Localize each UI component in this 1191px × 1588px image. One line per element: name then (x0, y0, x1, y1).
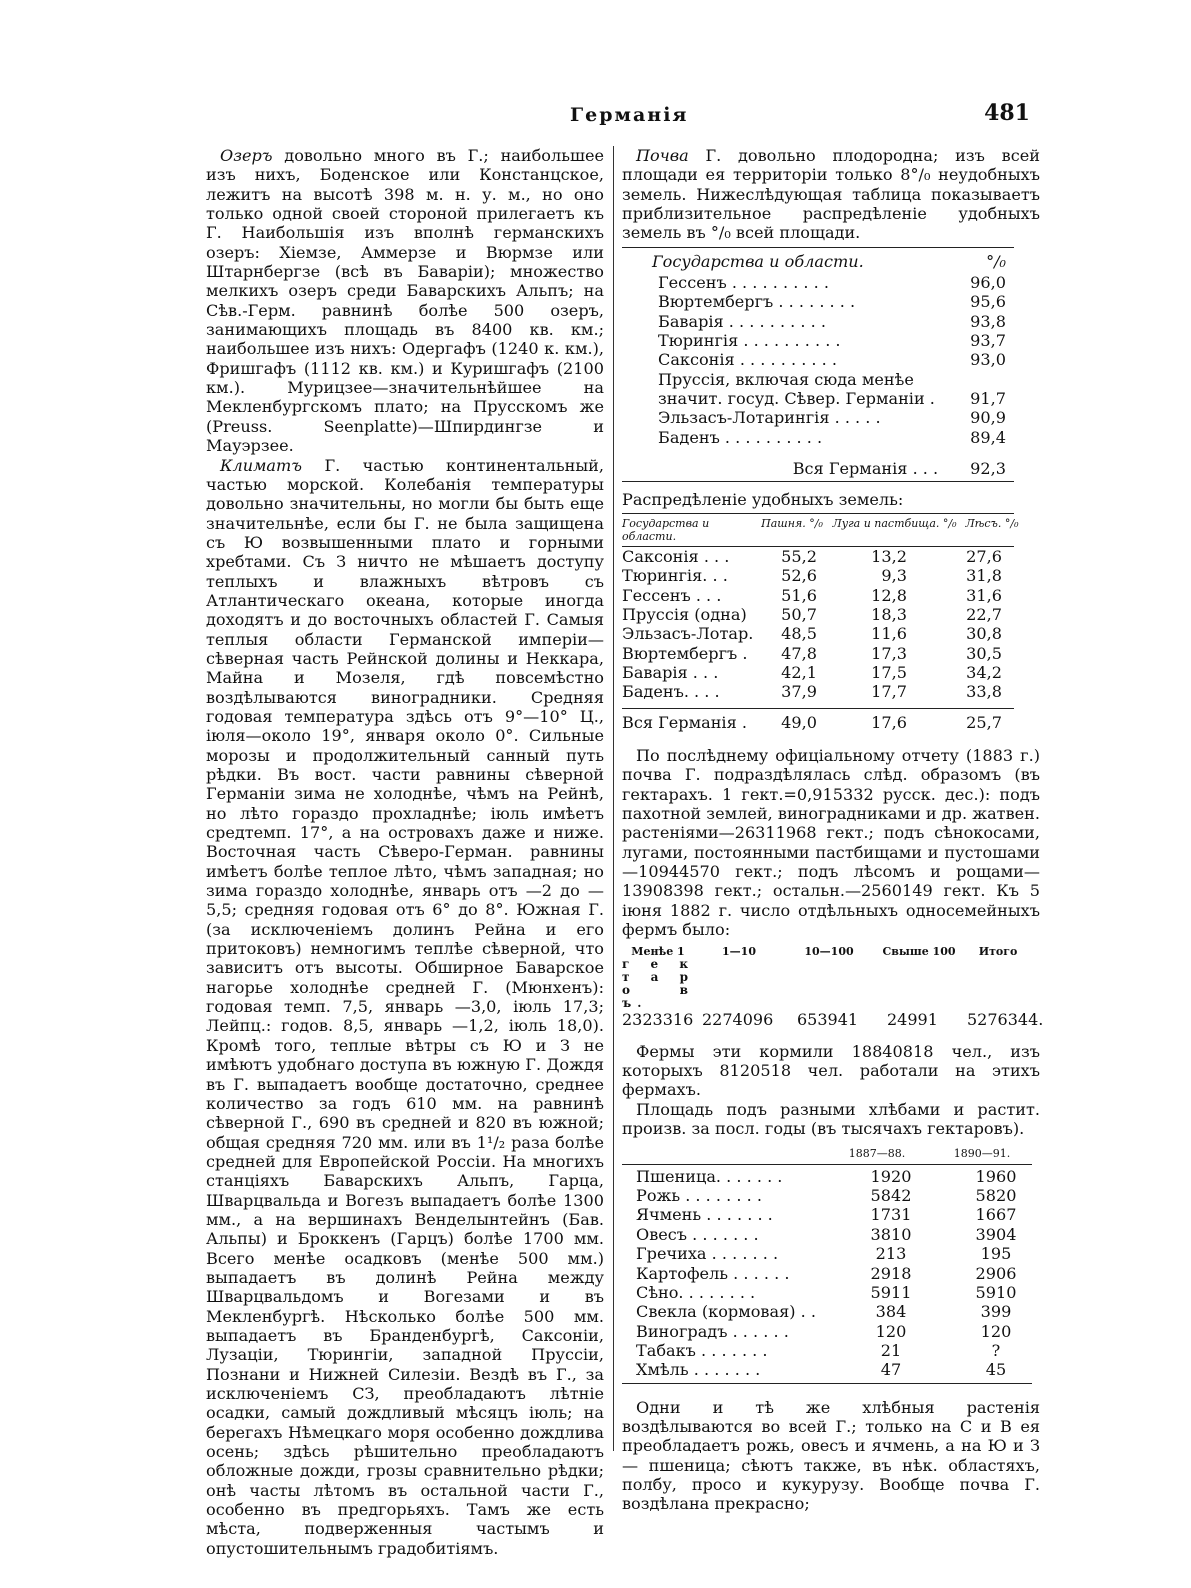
farm-count: 2323316 (622, 1010, 694, 1030)
cell-value: 49,0 (781, 712, 817, 732)
table-row (636, 1322, 1032, 1341)
arable-land-table (622, 247, 1014, 482)
area-value: 2906 (975, 1263, 1017, 1283)
running-title: Германія (570, 104, 689, 126)
cell-value: 17,3 (871, 643, 907, 663)
region-name: Эльзасъ-Лотарингія . . . . . (658, 408, 881, 428)
column-head: 1—10 (722, 945, 756, 959)
table-row (622, 350, 1014, 369)
cell-value: 18,3 (871, 604, 907, 624)
crop-name: Сѣно. . . . . . . . (636, 1282, 756, 1302)
area-value: 3810 (870, 1224, 912, 1244)
table-total-row (622, 708, 1014, 732)
table-row (622, 644, 1014, 663)
cell-value: 34,2 (966, 662, 1002, 682)
region-name: Гессенъ . . . . . . . . . . (658, 273, 830, 293)
region-name: Вюртембергъ . (622, 643, 748, 663)
area-value: 399 (980, 1302, 1012, 1322)
cell-value: 9,3 (881, 566, 907, 586)
table-row (636, 1264, 1032, 1283)
land-distribution-table (622, 513, 1019, 732)
farm-count: 2274096 (702, 1010, 774, 1030)
area-value: 1667 (975, 1205, 1017, 1225)
cell-value: 31,6 (966, 585, 1002, 605)
cell-value: 42,1 (781, 662, 817, 682)
percent-value: 96,0 (970, 273, 1006, 293)
official-report-paragraph: По послѣднему офиціальному отчету (1883 г.) почва Г. подраздѣлялась слѣд. образомъ (въ гектарахъ. 1 гект.=0,915332 русск. дес.): подъ пахотной землей, виноградниками и др. жатвен. растеніями—26311968 гект.; подъ сѣнокосами, лугами, постоянными пастбищами и пустошами—10944570 гект.; подъ лѣсомъ и рощами—13908398 гект.; остальн.—2560149 гект. Къ 5 іюня 1882 г. число отдѣльныхъ односемейныхъ фермъ было: (622, 745, 1040, 940)
column-divider (613, 146, 614, 1451)
cell-value: 27,6 (966, 546, 1002, 566)
unit-label: г е к т а р о в ъ. (622, 957, 694, 1011)
region-name: Вся Германія . (622, 712, 747, 732)
page-header (210, 100, 1040, 130)
area-value: 5820 (975, 1186, 1017, 1206)
right-column (622, 146, 1044, 1514)
region-name: Баденъ . . . . . . . . . . (658, 427, 823, 447)
closing-paragraph: Одни и тѣ же хлѣбныя растенія воздѣлываются во всей Г.; только на С и В ея преобладаетъ рожь, овесъ и ячмень, а на Ю и З — пшеница; сѣютъ также, въ нѣк. областяхъ, полбу, просо и кукурузу. Вообще почва Г. воздѣлана прекрасно; (622, 1397, 1040, 1514)
left-column (206, 146, 604, 1558)
table-row (622, 605, 1014, 624)
percent-value: 90,9 (970, 408, 1006, 428)
climate-paragraph: Климатъ Г. частью континентальный, частью морской. Колебанія температуры довольно значительны, но могли бы быть еще значительнѣе, если бы Г. не была защищена съ Ю возвышенными плато и горными хребтами. Съ З ничто не мѣшаетъ доступу теплыхъ и влажныхъ вѣтровъ съ Атлантическаго океана, которые иногда доходятъ и до восточныхъ областей Г. Самыя теплыя области Германской имперіи—сѣверная часть Рейнской долины и Неккара, Майна и Мозеля, гдѣ повсемѣстно воздѣлываются виноградники. Средняя годовая температура здѣсь отъ 9°—10° Ц., іюля—около 19°, января около 0°. Сильные морозы и продолжительный санный путь рѣдки. Въ вост. части равнины сѣверной Германіи зима не холоднѣе, чѣмъ на Рейнѣ, но лѣто гораздо прохладнѣе; іюль имѣетъ средтемп. 17°, а на островахъ даже и ниже. Восточная часть Сѣверо-Герман. равнины имѣетъ болѣе теплое лѣто, чѣмъ западная; но зима гораздо холоднѣе, январь отъ —2 до —5,5; средняя годовая отъ 6° до 8°. Южная Г. (за исключеніемъ долинъ Рейна и его притоковъ) немногимъ теплѣе сѣверной, что зависитъ отъ высоты. Обширное Баварское нагорье холоднѣе средней Г. (Мюнхенъ): годовая темп. 7,5, январь —3,0, іюль 17,3; Лейпц.: годов. 8,5, январь —1,2, іюль 18,0). Кромѣ того, теплые вѣтры съ Ю и З не имѣютъ удобнаго доступа въ южную Г. Дождя въ Г. выпадаетъ вообще достаточно, среднее количество за годъ 610 мм. на равнинѣ сѣверной Г., 690 въ средней и 820 въ южной; общая средняя 720 мм. или въ 1¹/₂ раза болѣе средней для Европейской Россіи. На многихъ станціяхъ Баварскихъ Альпъ, Гарца, Шварцвальда и Вогезъ выпадаетъ болѣе 1300 мм., а на вершинахъ Венделынтейнъ (Бав. Альпы) и Броккенъ (Гарцъ) болѣе 1700 мм. Всего менѣе осадковъ (менѣе 500 мм.) выпадаетъ въ долинѣ Рейна между Шварцвальдомъ и Вогезами и въ Мекленбургѣ. Нѣсколько болѣе 500 мм. выпадаетъ въ Бранденбургѣ, Саксоніи, Лузаціи, Тюрингіи, западной Пруссіи, Познани и Нижней Силезіи. Вездѣ въ Г., за исключеніемъ СЗ, преобладаютъ лѣтніе осадки, самый дождливый мѣсяцъ іюль; на берегахъ Нѣмецкаго моря особенно дождлива осень; здѣсь рѣшительно преобладаютъ обложные дожди, грозы сравнительно рѣдки; онѣ часты лѣтомъ въ остальной части Г., особенно въ предгорьяхъ. Тамъ же есть мѣста, подверженныя частымъ и опустошительнымъ градобитіямъ. (206, 455, 604, 1558)
region-name: Баварія . . . (622, 662, 719, 682)
area-value: 1920 (870, 1166, 912, 1186)
region-name: Гессенъ . . . (622, 585, 722, 605)
area-value: 1731 (870, 1205, 912, 1225)
percent-value: 89,4 (970, 427, 1006, 447)
cell-value: 52,6 (781, 566, 817, 586)
cell-value: 31,8 (966, 566, 1002, 586)
column-head: Свыше 100 (882, 945, 956, 959)
area-value: 21 (880, 1340, 902, 1360)
crop-name: Хмѣль . . . . . . . (636, 1360, 761, 1380)
area-value: 5911 (870, 1282, 912, 1302)
percent-value: 93,7 (970, 331, 1006, 351)
area-value: 120 (875, 1321, 907, 1341)
cell-value: 17,5 (871, 662, 907, 682)
table-row (636, 1302, 1032, 1321)
cell-value: 22,7 (966, 604, 1002, 624)
region-name: Тюрингія . . . . . . . . . . (658, 331, 841, 351)
percent-value: 93,8 (970, 311, 1006, 331)
cell-value: 47,8 (781, 643, 817, 663)
area-value: 195 (980, 1244, 1012, 1264)
region-name: Саксонія . . . . . . . . . . (658, 350, 838, 370)
area-value: 1960 (975, 1166, 1017, 1186)
farms-table (622, 945, 1044, 1030)
distribution-title: Распредѣленіе удобныхъ земель: (622, 489, 904, 509)
lakes-paragraph: Озеръ довольно много въ Г.; наибольшее изъ нихъ, Боденское или Констанцское, лежитъ на высотѣ 398 м. н. у. м., но оно только одной своей стороной прилегаетъ къ Г. Наибольшія изъ вполнѣ германскихъ озеръ: Хіемзе, Аммерзе и Вюрмзе или Штарнбергзе (всѣ въ Баваріи); множество мелкихъ озеръ среди Баварскихъ Альпъ; на Сѣв.-Герм. равнинѣ болѣе 500 озеръ, занимающихъ площадь въ 8400 кв. км.; наибольшее изъ нихъ: Одергафъ (1240 к. км.), Фришгафъ (1112 кв. км.) и Куришгафъ (2100 км.). Мурицзее—значительнѣйшее на Мекленбургскомъ плато; на Прусскомъ же (Preuss. Seenplatte)—Шпирдингзе и Мауэрзее. (206, 146, 604, 456)
cell-value: 55,2 (781, 546, 817, 566)
crops-intro: Площадь подъ разными хлѣбами и растит. произв. за посл. годы (въ тысячахъ гектаровъ). (622, 1099, 1040, 1139)
table-header: Государства и области. °/₀ (652, 251, 1006, 271)
table-row (622, 292, 1014, 311)
table-total-row: Вся Германія . . . 92,3 (792, 459, 1006, 479)
area-value: 47 (880, 1360, 902, 1380)
column-head: Итого (978, 945, 1018, 959)
table-row (622, 663, 1014, 682)
cell-value: 17,6 (871, 712, 907, 732)
percent-value: 95,6 (970, 292, 1006, 312)
table-row (622, 331, 1014, 350)
table-row (622, 624, 1014, 643)
region-name: Тюрингія. . . (622, 566, 728, 586)
farm-count: 24991 (887, 1010, 938, 1030)
table-row (622, 586, 1014, 605)
cell-value: 25,7 (966, 712, 1002, 732)
table-header: Государства и области. Пашня. °/₀ Луга и пастбища. °/₀ Лѣсъ. °/₀ (622, 513, 1014, 547)
cell-value: 13,2 (871, 546, 907, 566)
region-name: Баварія . . . . . . . . . . (658, 311, 826, 331)
column-head: 10—100 (804, 945, 854, 959)
table-row (622, 1010, 1044, 1030)
crop-name: Рожь . . . . . . . . (636, 1186, 762, 1206)
area-value: 5910 (975, 1282, 1017, 1302)
cell-value: 11,6 (871, 624, 907, 644)
table-row (636, 1244, 1032, 1263)
table-row (622, 408, 1014, 427)
table-row (636, 1341, 1032, 1360)
table-row (622, 682, 1014, 701)
column-head: Менѣе 1 (631, 945, 685, 959)
table-row (622, 428, 1014, 447)
table-row (636, 1186, 1032, 1205)
table-header: 1887—88. 1890—91. (848, 1147, 1011, 1161)
table-row (636, 1205, 1032, 1224)
page-number: 481 (984, 100, 1030, 126)
cell-value: 12,8 (871, 585, 907, 605)
area-value: 5842 (870, 1186, 912, 1206)
table-row (622, 566, 1014, 585)
crop-name: Виноградъ . . . . . . (636, 1321, 789, 1341)
cell-value: 51,6 (781, 585, 817, 605)
area-value: 45 (985, 1360, 1007, 1380)
area-value: 213 (875, 1244, 907, 1264)
cell-value: 17,7 (871, 682, 907, 702)
farms-paragraph: Фермы эти кормили 18840818 чел., изъ которыхъ 8120518 чел. работали на этихъ фермахъ. (622, 1041, 1040, 1100)
region-name: Эльзасъ-Лотар. (622, 624, 754, 644)
table-row (636, 1225, 1032, 1244)
crop-name: Табакъ . . . . . . . (636, 1340, 768, 1360)
area-value: 384 (875, 1302, 907, 1322)
table-row: значит. госуд. Сѣвер. Германіи . 91,7 (658, 389, 1006, 409)
region-name: Пруссія (одна) (622, 604, 747, 624)
cell-value: 50,7 (781, 604, 817, 624)
area-value: ? (991, 1340, 1001, 1360)
region-name: Саксонія . . . (622, 546, 730, 566)
table-row (622, 273, 1014, 292)
cell-value: 37,9 (781, 682, 817, 702)
area-value: 2918 (870, 1263, 912, 1283)
cell-value: 48,5 (781, 624, 817, 644)
crop-name: Пшеница. . . . . . . (636, 1166, 783, 1186)
area-value: 3904 (975, 1224, 1017, 1244)
crop-name: Ячмень . . . . . . . (636, 1205, 773, 1225)
table-row (622, 547, 1014, 566)
crop-name: Гречиха . . . . . . . (636, 1244, 779, 1264)
farm-count: 5276344. (967, 1010, 1044, 1030)
cell-value: 30,5 (966, 643, 1002, 663)
table-row: Пруссія, включая сюда менѣе (658, 369, 914, 389)
table-row (636, 1167, 1032, 1186)
crops-table (622, 1144, 1032, 1383)
farm-count: 653941 (797, 1010, 859, 1030)
crop-name: Свекла (кормовая) . . (636, 1302, 816, 1322)
crop-name: Овесъ . . . . . . . (636, 1224, 759, 1244)
region-name: Баденъ. . . . (622, 682, 720, 702)
soil-paragraph: Почва Г. довольно плодородна; изъ всей площади ея территоріи только 8°/₀ неудобныхъ земель. Нижеслѣдующая таблица показываетъ приблизительное распредѣленіе удобныхъ земель въ °/₀ всей площади. (622, 146, 1040, 243)
table-row (636, 1283, 1032, 1302)
crop-name: Картофель . . . . . . (636, 1263, 790, 1283)
cell-value: 33,8 (966, 682, 1002, 702)
region-name: Вюртембергъ . . . . . . . . (658, 292, 856, 312)
table-row (636, 1360, 1032, 1379)
percent-value: 93,0 (970, 350, 1006, 370)
area-value: 120 (980, 1321, 1012, 1341)
table-row (622, 312, 1014, 331)
cell-value: 30,8 (966, 624, 1002, 644)
